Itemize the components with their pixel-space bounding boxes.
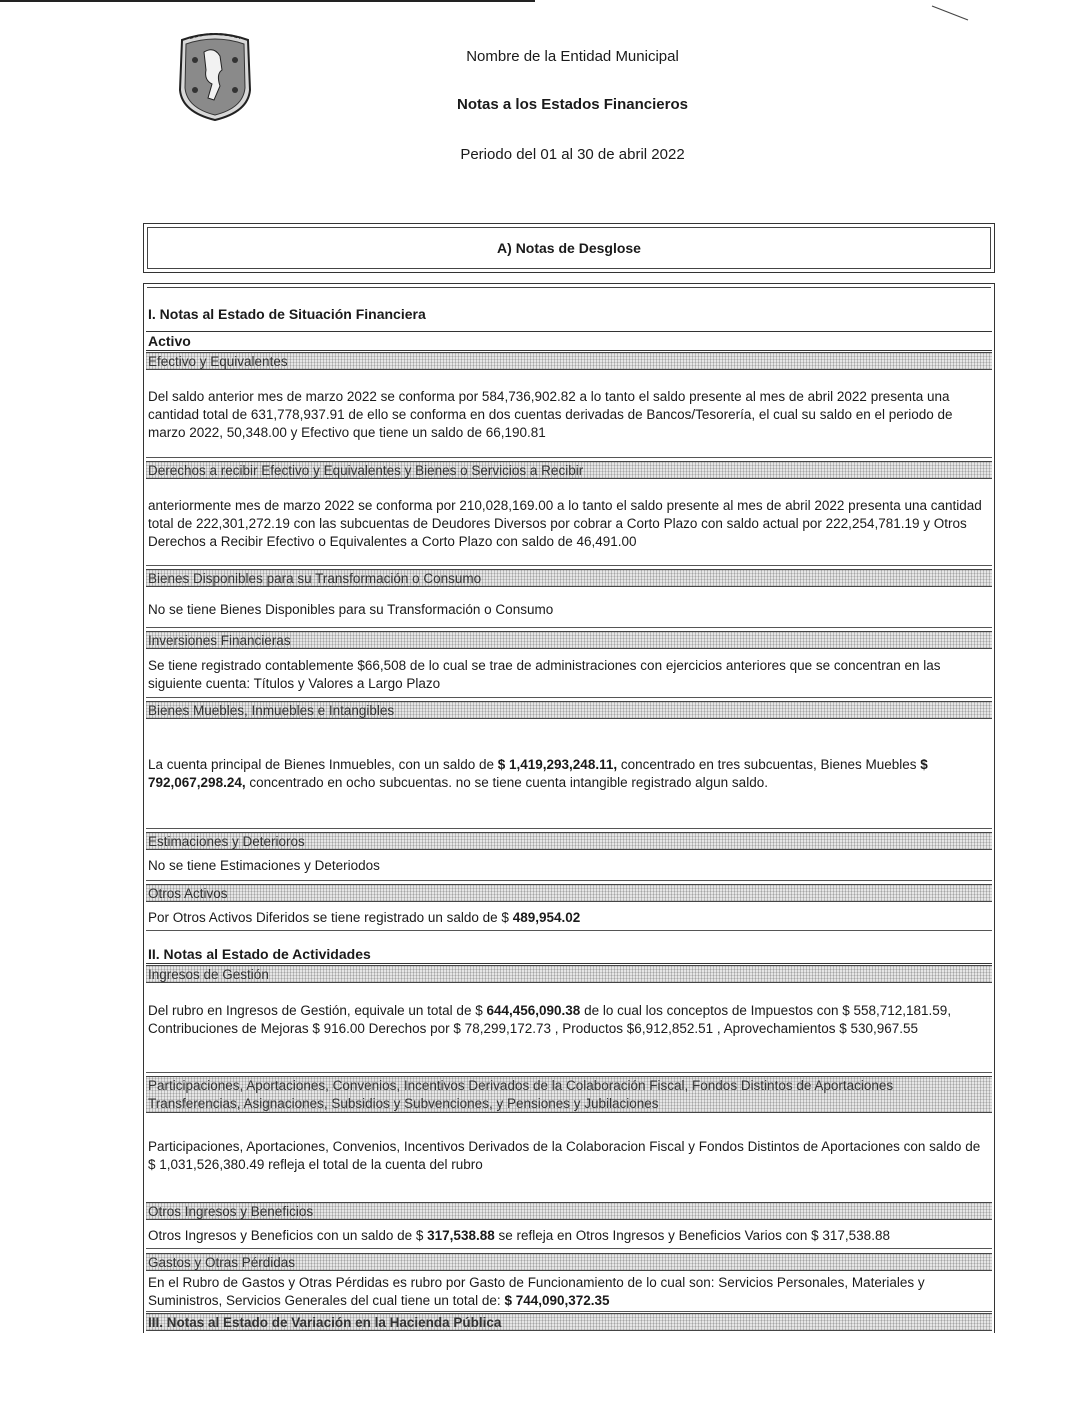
otros-activos-note: Por Otros Activos Diferidos se tiene registrado un saldo de $ 489,954.02 bbox=[146, 903, 992, 931]
category-participaciones: Participaciones, Aportaciones, Convenios, Incentivos Derivados de la Colaboración Fiscal, Fondos Distintos de Aportaciones Transferencias, Asignaciones, Subsidios y Subvenciones, y Pensiones y Jubilaciones bbox=[146, 1076, 992, 1113]
category-bienes-disponibles: Bienes Disponibles para su Transformación o Consumo bbox=[146, 569, 992, 587]
derechos-note: anteriormente mes de marzo 2022 se conforma por 210,028,169.00 a lo tanto el saldo presente al mes de abril 2022 presenta una cantidad total de 222,301,272.19 con las subcuentas de Deudores Diversos por cobrar a Corto Plazo con saldo actual por 222,254,781.19 y Otros Derechos a Recibir Efectivo o Equivalentes a Corto Plazo con saldo de 46,491.00 bbox=[146, 480, 992, 566]
period-line: Periodo del 01 al 30 de abril 2022 bbox=[460, 146, 685, 163]
category-derechos: Derechos a recibir Efectivo y Equivalentes y Bienes o Servicios a Recibir bbox=[146, 461, 992, 479]
category-estimaciones: Estimaciones y Deterioros bbox=[146, 832, 992, 850]
document-title: Notas a los Estados Financieros bbox=[457, 96, 688, 113]
notes-table bbox=[143, 283, 995, 1333]
gastos-note: En el Rubro de Gastos y Otras Pérdidas es rubro por Gasto de Funcionamiento de lo cual son: Servicios Personales, Materiales y Suministros, Servicios Generales del cual tiene un total de: $ 744,090,372.35 bbox=[146, 1272, 992, 1312]
category-gastos: Gastos y Otras Pérdidas bbox=[146, 1253, 992, 1271]
category-efectivo: Efectivo y Equivalentes bbox=[146, 352, 992, 370]
section-2-title: II. Notas al Estado de Actividades bbox=[146, 944, 992, 964]
notas-desglose-box bbox=[143, 223, 995, 273]
inversiones-note: Se tiene registrado contablemente $66,508 de lo cual se trae de administraciones con ejercicios anteriores que se concentran en las siguiente cuenta: Títulos y Valores a Largo Plazo bbox=[146, 650, 992, 698]
bienes-muebles-note: La cuenta principal de Bienes Inmuebles, con un saldo de $ 1,419,293,248.11, concentrado en tres subcuentas, Bienes Muebles $ 792,067,298.24, concentrado en ocho subcuentas. no se tiene cuenta intangible registrado algun saldo. bbox=[146, 720, 992, 829]
notas-desglose-title: A) Notas de Desglose bbox=[147, 227, 991, 269]
category-inversiones: Inversiones Financieras bbox=[146, 631, 992, 649]
efectivo-note: Del saldo anterior mes de marzo 2022 se conforma por 584,736,902.82 a lo tanto el saldo presente al mes de abril 2022 presenta una cantidad total de 631,778,937.91 de ello se conforma en dos cuentas derivadas de Bancos/Tesorería, el cual su saldo en el periodo de marzo 2022, 50,348.00 y Efectivo que tiene un saldo de 66,190.81 bbox=[146, 371, 992, 458]
category-bienes-muebles: Bienes Muebles, Inmuebles e Intangibles bbox=[146, 701, 992, 719]
ingresos-gestion-note: Del rubro en Ingresos de Gestión, equivale un total de $ 644,456,090.38 de lo cual los conceptos de Impuestos con $ 558,712,181.59, Contribuciones de Mejoras $ 916.00 Derechos por $ 78,299,172.73 , Productos $6,912,852.51 , Aprovechamientos $ 530,967.55 bbox=[146, 984, 992, 1073]
bienes-disponibles-note: No se tiene Bienes Disponibles para su Transformación o Consumo bbox=[146, 588, 992, 628]
municipal-crest-logo bbox=[170, 30, 260, 122]
section-3-title: III. Notas al Estado de Variación en la Hacienda Pública bbox=[146, 1313, 992, 1331]
category-ingresos-gestion: Ingresos de Gestión bbox=[146, 965, 992, 983]
corner-scan-mark bbox=[930, 4, 970, 22]
entity-name: Nombre de la Entidad Municipal bbox=[466, 48, 679, 65]
participaciones-note: Participaciones, Aportaciones, Convenios, Incentivos Derivados de la Colaboracion Fiscal y Fondos Distintos de Aportaciones con saldo de $ 1,031,526,380.49 refleja el total de la cuenta del rubro bbox=[146, 1113, 992, 1203]
estimaciones-note: No se tiene Estimaciones y Deteriodos bbox=[146, 851, 992, 881]
activo-heading: Activo bbox=[146, 332, 992, 351]
category-otros-activos: Otros Activos bbox=[146, 884, 992, 902]
otros-ingresos-note: Otros Ingresos y Beneficios con un saldo de $ 317,538.88 se refleja en Otros Ingresos y Beneficios Varios con $ 317,538.88 bbox=[146, 1221, 992, 1249]
top-edge-line bbox=[0, 0, 535, 2]
section-1-title: I. Notas al Estado de Situación Financiera bbox=[146, 296, 992, 332]
category-otros-ingresos: Otros Ingresos y Beneficios bbox=[146, 1202, 992, 1220]
